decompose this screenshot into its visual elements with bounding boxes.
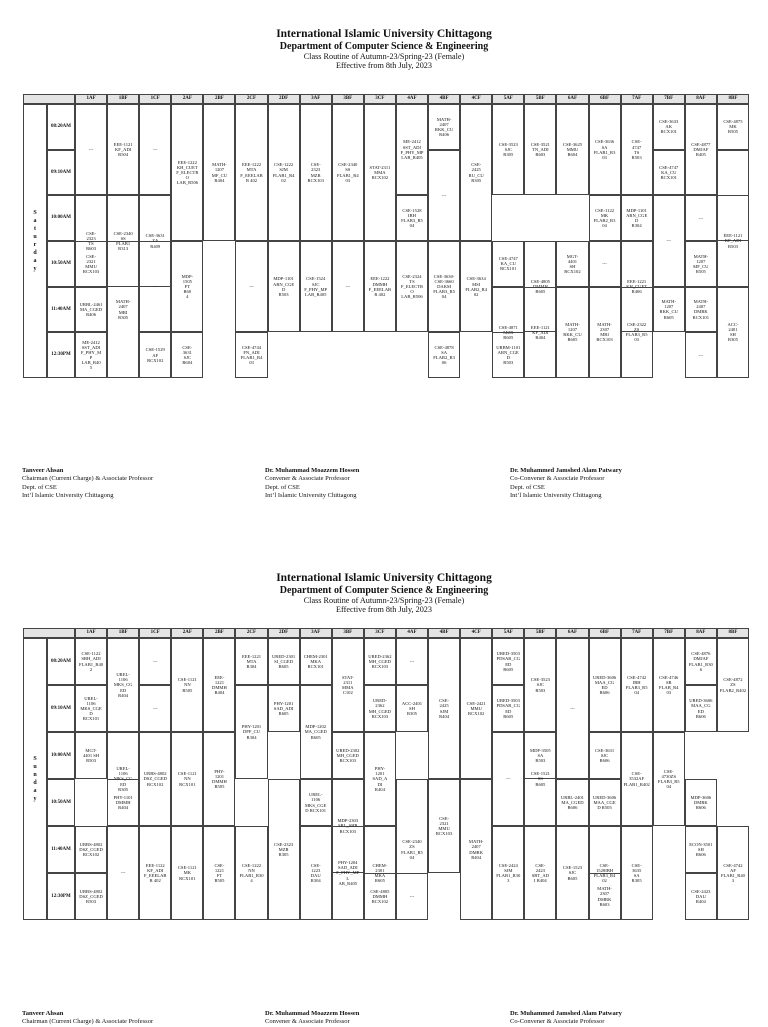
day-letter: t xyxy=(34,225,36,232)
signature-co-convener xyxy=(510,1010,622,1027)
class-cell: UREL- 1106 MKS_CG ED R404 xyxy=(107,638,139,732)
time-slot: 09:10AM xyxy=(47,150,75,196)
day-cell xyxy=(23,104,47,378)
university-name: International Islamic University Chittagong xyxy=(276,28,492,40)
class-cell: CSE-2340 SS FLAB1_R4 03 xyxy=(332,104,364,241)
signatory-role: Convener & Associate Professor xyxy=(265,475,350,483)
column-header-7bf: 7BF xyxy=(653,94,685,104)
class-cell: CSE-2421 MMU RCX102 xyxy=(460,638,492,779)
class-cell: --- xyxy=(139,638,171,685)
day-letter: n xyxy=(33,771,37,778)
class-cell: MATH- 2407 RKK_CU R406 xyxy=(428,104,460,150)
signatory-role: Chairman (Current Charge) & Associate Professor xyxy=(22,475,154,483)
day-letter: a xyxy=(33,258,37,265)
class-cell: URBM-1101 ARN_CGE D R503 xyxy=(492,332,524,378)
routine-table xyxy=(23,628,749,920)
class-cell: CSE- 3631 SJC R604 xyxy=(171,332,203,378)
signature-chairman xyxy=(22,467,153,501)
class-cell: EEE-1221 MTA R304 xyxy=(235,638,267,685)
class-cell: --- xyxy=(139,104,171,195)
class-cell: CSE-4747 KA_CU RCX101 xyxy=(492,241,524,287)
class-cell: EEE-1221 KH_CUET R406 xyxy=(621,241,653,332)
column-header-6af: 6AF xyxy=(556,94,588,104)
column-header-5bf: 5BF xyxy=(524,94,556,104)
class-cell: CSE-4878 SA FLAB2_R3 06 xyxy=(428,332,460,378)
class-cell: MDP- 1505 FT R60 4 xyxy=(171,241,203,332)
table-corner xyxy=(23,94,75,104)
class-cell: --- xyxy=(685,332,717,378)
class-cell: PHY-1201 DPF_CU R304 xyxy=(235,685,267,779)
class-cell: MDP-1101 ARN_CGE D R503 xyxy=(268,241,300,332)
class-cell: URBS-4802 DSZ_CGED RCX102 xyxy=(75,826,107,873)
signatory-name: Dr. Muhammed Jamshed Alam Patwary xyxy=(510,467,622,474)
class-cell: --- xyxy=(332,241,364,332)
class-cell: CSE- 2425 SJM R404 xyxy=(428,638,460,779)
class-cell: CSE-3631 ZA R409 xyxy=(139,195,171,286)
class-cell: MDP-1202 MA_CGED R605 xyxy=(300,685,332,779)
signatory-org: Int’l Islamic University Chittagong xyxy=(510,492,602,500)
time-slot: 10:00AM xyxy=(47,195,75,241)
class-cell: MGT- 4401 SH RCX102 xyxy=(556,241,588,287)
signatory-dept: Dept. of CSE xyxy=(265,483,300,491)
column-header-1cf: 1CF xyxy=(139,628,171,638)
class-cell: CSE-1121 NN RCX101 xyxy=(171,732,203,826)
class-cell: --- xyxy=(396,873,428,920)
signature-co-convener xyxy=(510,467,622,501)
column-header-5af: 5AF xyxy=(492,94,524,104)
signatory-name: Tanveer Ahsan xyxy=(22,1010,64,1017)
page-header xyxy=(0,28,768,70)
class-cell: MATH- 2407 DMRK RCX101 xyxy=(685,287,717,333)
day-letter: y xyxy=(33,266,37,273)
class-cell: MGT- 4401 SH R503 xyxy=(75,732,107,779)
time-slot: 10:50AM xyxy=(47,241,75,287)
class-cell: CSE-1222 NN FLAB1_R30 4 xyxy=(235,826,267,920)
signatory-dept: Dept. of CSE xyxy=(510,483,545,491)
signatory-role: Co-Convener & Associate Professor xyxy=(510,475,605,483)
column-header-7af: 7AF xyxy=(621,94,653,104)
day-letter: a xyxy=(33,788,37,795)
class-cell: EEE-1122 KF_ADI F_EEELAB R 402 xyxy=(139,826,171,920)
signatory-name: Dr. Muhammed Jamshed Alam Patwary xyxy=(510,1010,622,1017)
class-cell: EEE-1121 KF_ADI R503 xyxy=(717,195,749,286)
class-cell: EEE- 1221 DMMH R404 xyxy=(203,638,235,732)
class-cell: MATH- 1207 MF_CU R404 xyxy=(203,104,235,241)
signatory-dept: Dept. of CSE xyxy=(22,483,57,491)
class-cell: EEE-1222 DMMH F_EEELAB R 402 xyxy=(364,241,396,332)
signatory-role: Convener & Associate Professor xyxy=(265,1018,350,1026)
class-cell: CSE-1122 SBH_ADI FLAB1_R40 2 xyxy=(75,638,107,685)
signature-convener xyxy=(265,1010,359,1027)
class-cell: ACC- 2401 SH R305 xyxy=(717,287,749,378)
signatory-name: Dr. Muhammad Moazzem Hossen xyxy=(265,467,360,474)
class-cell: --- xyxy=(75,104,107,195)
class-cell: CSE-3521 TN_ADI R603 xyxy=(524,104,556,195)
class-cell: --- xyxy=(556,638,588,779)
class-cell: EEE-1222 MTA F_EEELAB R 402 xyxy=(235,104,267,241)
class-cell: UREL- 1106 MKS_CGE D RCX101 xyxy=(300,779,332,826)
class-cell: CSE-3523 SJC R305 xyxy=(492,104,524,195)
column-header-1af: 1AF xyxy=(75,628,107,638)
class-cell: MDP-3606 DMRK R606 xyxy=(685,779,717,826)
column-header-1cf: 1CF xyxy=(139,94,171,104)
column-header-4bf: 4BF xyxy=(428,628,460,638)
class-cell: CSE-1524 SJC F_PHY_MP LAB_R405 xyxy=(300,241,332,332)
class-cell: CSE-3636 SA FLAB1_R3 03 xyxy=(589,104,621,195)
class-cell: MATH- 2307 DMRK R603 xyxy=(589,873,621,920)
time-slot: 08:20AM xyxy=(47,638,75,685)
class-cell: URBL-2461 MA_CGED R406 xyxy=(75,287,107,333)
class-cell: PHY-1101 DMMH R404 xyxy=(107,779,139,826)
class-cell: CSE-1121 MK RCX101 xyxy=(171,826,203,920)
class-cell: CSE-4746 SR FLAB_R4 03 xyxy=(653,638,685,732)
class-cell: CSE- 1528IBH FLAB3_R4 02 xyxy=(589,826,621,920)
class-cell: CSE-4872 ZS FLAB2_R402 xyxy=(717,638,749,732)
column-header-3cf: 3CF xyxy=(364,94,396,104)
class-cell: UREL- 1106 MKS_CGE D RCX101 xyxy=(75,685,107,732)
column-header-8bf: 8BF xyxy=(717,94,749,104)
class-cell: --- xyxy=(492,732,524,826)
column-header-2bf: 2BF xyxy=(203,94,235,104)
class-cell: CSE-4871 MZR R605 xyxy=(492,287,524,378)
class-cell: MATH- 2407 DMRK R404 xyxy=(460,779,492,920)
effective-date: Effective from 8th July, 2023 xyxy=(336,605,432,615)
day-letter: u xyxy=(33,233,37,240)
class-cell: MDP-3505 SA R503 xyxy=(524,732,556,779)
day-letter: r xyxy=(33,242,37,248)
class-cell: CSE-1122 MK FLAB2_R3 04 xyxy=(589,195,621,241)
class-cell: CSE-3630- CSE-3660 DAKM FLAB3_R5 04 xyxy=(428,241,460,332)
signatory-org: Int’l Islamic University Chittagong xyxy=(22,492,114,500)
class-cell: CSE-4744 FN_ADI FLAB1_R4 03 xyxy=(235,332,267,378)
day-letter: u xyxy=(33,763,37,770)
class-cell: CSE-1121 NN R505 xyxy=(171,638,203,732)
column-header-2af: 2AF xyxy=(171,94,203,104)
class-cell: URED- 2362 MH_CGED RCX103 xyxy=(364,685,396,732)
class-cell: CSE-4747 KA_CU RCX101 xyxy=(653,150,685,196)
signatory-role: Chairman (Current Charge) & Associate Professor xyxy=(22,1018,154,1026)
column-header-6bf: 6BF xyxy=(589,94,621,104)
class-cell: CSE- 2323 MZR RCX103 xyxy=(300,104,332,241)
class-cell: MATH- 1207 RKK_CU R605 xyxy=(653,287,685,333)
column-header-4af: 4AF xyxy=(396,94,428,104)
class-cell: CSE-3634 MSI FLAB2_R4 02 xyxy=(460,241,492,332)
time-slot: 10:00AM xyxy=(47,732,75,779)
column-header-2df: 2DF xyxy=(268,628,300,638)
class-cell: CSE-1529 AF RCX102 xyxy=(139,332,171,378)
time-slot: 12:30PM xyxy=(47,332,75,378)
class-cell: URBS-4802 DSZ_CGED R503 xyxy=(75,873,107,920)
time-slot: 11:40AM xyxy=(47,826,75,873)
routine-title: Class Routine of Autumn-23/Spring-23 (Female) xyxy=(303,52,465,62)
column-header-1bf: 1BF xyxy=(107,94,139,104)
column-header-3bf: 3BF xyxy=(332,94,364,104)
class-cell: --- xyxy=(685,195,717,241)
column-header-3cf: 3CF xyxy=(364,628,396,638)
class-cell: EEE-1121 KF_ADI R404 xyxy=(524,287,556,378)
class-cell: MATH- 1207 RKK_CU R605 xyxy=(556,287,588,378)
class-cell: CSE-2424 SJM FLAB1_R30 3 xyxy=(492,826,524,920)
class-cell: CSE-2340 ZS FLAB1_R5 04 xyxy=(396,779,428,920)
class-cell: CSE- 3532AF FLAB1_R402 xyxy=(621,732,653,826)
class-cell: URBL-2401 MA_CGED R606 xyxy=(556,779,588,826)
class-cell: CSE- 2423 SBT_AD I R404 xyxy=(524,826,556,920)
class-cell: CSE-1222 SJM FLAB1_R4 02 xyxy=(268,104,300,241)
routine-page-1 xyxy=(0,28,768,500)
class-cell: CSE-1523 SJC R605 xyxy=(556,826,588,920)
class-cell: CHEM- 2301 MKA R605 xyxy=(364,826,396,920)
page-header xyxy=(0,572,768,614)
class-cell: --- xyxy=(396,638,428,685)
class-cell: CSE-3625 MMU R604 xyxy=(556,104,588,195)
day-cell xyxy=(23,638,47,920)
class-cell: STAT-2311 MMA RCX102 xyxy=(364,104,396,241)
class-cell: ACC-2401 SH R305 xyxy=(396,685,428,732)
university-name: International Islamic University Chittagong xyxy=(276,572,492,584)
class-cell: CSE-4875 MK R505 xyxy=(717,104,749,150)
effective-date: Effective from 8th July, 2023 xyxy=(336,61,432,71)
class-cell: CSE-1528 IBH FLAB3_R5 04 xyxy=(396,195,428,241)
class-cell: URED-2302 MH_CGED RCX103 xyxy=(332,732,364,779)
column-header-3af: 3AF xyxy=(300,628,332,638)
class-cell: --- xyxy=(428,150,460,241)
column-header-2cf: 2CF xyxy=(235,628,267,638)
class-cell: ME-2412 SST_ADI F_PHY_M P LAB_R40 5 xyxy=(75,332,107,378)
class-cell: CSE- 4747 TS R503 xyxy=(621,104,653,195)
class-cell: --- xyxy=(717,150,749,241)
column-header-1bf: 1BF xyxy=(107,628,139,638)
class-cell: MATH- 1207 MF_CU R505 xyxy=(685,241,717,287)
department-name: Department of Computer Science & Engineering xyxy=(279,40,489,52)
class-cell: CSE- 1221 FT R505 xyxy=(203,826,235,920)
column-header-4cf: 4CF xyxy=(460,94,492,104)
class-cell: STAT- 2311 MMA C102 xyxy=(332,638,364,732)
column-header-3bf: 3BF xyxy=(332,628,364,638)
class-cell: CSE-3633 AK RCX101 xyxy=(653,104,685,150)
routine-title: Class Routine of Autumn-23/Spring-23 (Female) xyxy=(303,596,465,606)
day-letter: S xyxy=(33,755,37,762)
class-cell: CSE-4876 DMJAF FLAB1_R30 6 xyxy=(685,638,717,685)
class-cell: --- xyxy=(139,685,171,732)
class-cell: EEE-1222 KH_CUET F_ELECTR O LAB_R506 xyxy=(171,104,203,241)
class-cell: URED-2301 SI_CGED R605 xyxy=(268,638,300,685)
class-cell: MDP-1101 ARN_CGE D R304 xyxy=(621,195,653,241)
class-cell: URED-3606 MAA_CG ED R606 xyxy=(685,685,717,732)
class-cell: EEE-1121 KF_ADI R504 xyxy=(107,104,139,195)
signatory-org: Int’l Islamic University Chittagong xyxy=(265,492,357,500)
time-slot: 12:30PM xyxy=(47,873,75,920)
signatory-name: Tanveer Ahsan xyxy=(22,467,64,474)
class-cell: --- xyxy=(139,241,171,332)
class-cell: PHY- 1201 DMMH R505 xyxy=(203,732,235,826)
class-cell: CSE-2340 SS FLAB1 R313 xyxy=(107,195,139,286)
class-cell: CSE-3631 SJC R606 xyxy=(589,732,621,779)
time-slot: 11:40AM xyxy=(47,287,75,333)
routine-table xyxy=(23,94,749,378)
class-cell: CSE-2323 MZR R305 xyxy=(268,779,300,920)
table-corner xyxy=(23,628,75,638)
class-cell: URED-2362 MH_CGED RCX103 xyxy=(364,638,396,685)
class-cell: CSE-4742 AF FLAB1_R40 3 xyxy=(717,826,749,920)
column-header-2cf: 2CF xyxy=(235,94,267,104)
column-header-5bf: 5BF xyxy=(524,628,556,638)
column-header-8af: 8AF xyxy=(685,94,717,104)
class-cell: --- xyxy=(235,241,267,332)
day-letter: d xyxy=(33,250,37,257)
routine-page-2 xyxy=(0,572,768,1026)
class-cell: CSE- 1223 DAU R304 xyxy=(300,826,332,920)
class-cell: CSE-1521 SS R605 xyxy=(524,732,556,826)
class-cell: CSE- 2323 TS R603 xyxy=(75,195,107,286)
time-slot: 09:10AM xyxy=(47,685,75,732)
class-cell: ME-2412 SST_ADJ F_PHY_MP LAB_R405 xyxy=(396,104,428,195)
class-cell: CSE-2423 DAU R404 xyxy=(685,873,717,920)
class-cell: URED-3503 PDSAR_CG ED R605 xyxy=(492,685,524,732)
class-cell: CSE- 3635 SA R305 xyxy=(621,826,653,920)
class-cell: URED-3503 PDSAR_CG ED R605 xyxy=(492,638,524,685)
class-cell: MATH- 2407 MRI R305 xyxy=(107,241,139,378)
class-cell: CSE-4877 DMJAF R405 xyxy=(685,104,717,195)
class-cell: CSE-4805 DMMH R605 xyxy=(524,241,556,332)
signature-chairman xyxy=(22,1010,153,1027)
class-cell: URBS-4802 DSZ_CGED RCX102 xyxy=(139,732,171,826)
class-cell: --- xyxy=(589,241,621,287)
class-cell: ECON-3501 SH R606 xyxy=(685,826,717,873)
time-slot: 10:50AM xyxy=(47,779,75,826)
column-header-2df: 2DF xyxy=(268,94,300,104)
column-header-7bf: 7BF xyxy=(653,628,685,638)
column-header-8af: 8AF xyxy=(685,628,717,638)
day-letter: S xyxy=(33,209,37,216)
column-header-6af: 6AF xyxy=(556,628,588,638)
signatory-name: Dr. Muhammad Moazzem Hossen xyxy=(265,1010,360,1017)
column-header-4af: 4AF xyxy=(396,628,428,638)
class-cell: --- xyxy=(107,826,139,920)
column-header-6bf: 6BF xyxy=(589,628,621,638)
day-letter: a xyxy=(33,217,37,224)
class-cell: --- xyxy=(653,195,685,286)
class-cell: CHEM-2301 MKA RCX101 xyxy=(300,638,332,685)
class-cell: PHY-1204 SAD_ADI F_PHY_MP L AB_R405 xyxy=(332,826,364,920)
class-cell: PHY-1201 SAD_ADI R605 xyxy=(268,685,300,732)
class-cell: CSE-2322 ZS FLAB3_R5 03 xyxy=(621,287,653,378)
class-cell: CSE-3523 SJC R503 xyxy=(524,638,556,732)
column-header-7af: 7AF xyxy=(621,628,653,638)
column-header-8bf: 8BF xyxy=(717,628,749,638)
department-name: Department of Computer Science & Engineering xyxy=(279,584,489,596)
class-cell: CSE-4742 IBH FLAB3_R5 04 xyxy=(621,638,653,732)
column-header-4bf: 4BF xyxy=(428,94,460,104)
column-header-5af: 5AF xyxy=(492,628,524,638)
signatory-role: Co-Convener & Associate Professor xyxy=(510,1018,605,1026)
class-cell: URED-3606 MAA_CG ED R606 xyxy=(589,638,621,732)
class-cell: MATH- 2307 MRI RCX103 xyxy=(589,287,621,378)
column-header-2af: 2AF xyxy=(171,628,203,638)
class-cell: CSE- 4730ZS FLAB3_R5 04 xyxy=(653,732,685,826)
signature-convener xyxy=(265,467,359,501)
column-header-3af: 3AF xyxy=(300,94,332,104)
class-cell: CSE-2324 TS F_ELECTR O LAB_R506 xyxy=(396,241,428,332)
class-cell: UREL- 1106 MKS_CG ED R305 xyxy=(107,732,139,826)
column-header-2bf: 2BF xyxy=(203,628,235,638)
class-cell: PHY- 1201 SAD_A DI R404 xyxy=(364,732,396,826)
class-cell: CSE- 2321 MMU RCX103 xyxy=(428,779,460,873)
column-header-1af: 1AF xyxy=(75,94,107,104)
day-letter: y xyxy=(33,796,37,803)
day-letter: d xyxy=(33,780,37,786)
class-cell: CSE-4805 DMMH RCX102 xyxy=(364,873,396,920)
class-cell: CSE- 2321 MMU RCX103 xyxy=(75,241,107,287)
column-header-4cf: 4CF xyxy=(460,628,492,638)
class-cell: MDP-2303 SBL_SHR RCX103 xyxy=(332,779,364,873)
class-cell: CSE- 2425 RU_CU R305 xyxy=(460,104,492,241)
class-cell: URED-3606 MAA_CGE D R505 xyxy=(589,779,621,826)
time-slot: 08:20AM xyxy=(47,104,75,150)
